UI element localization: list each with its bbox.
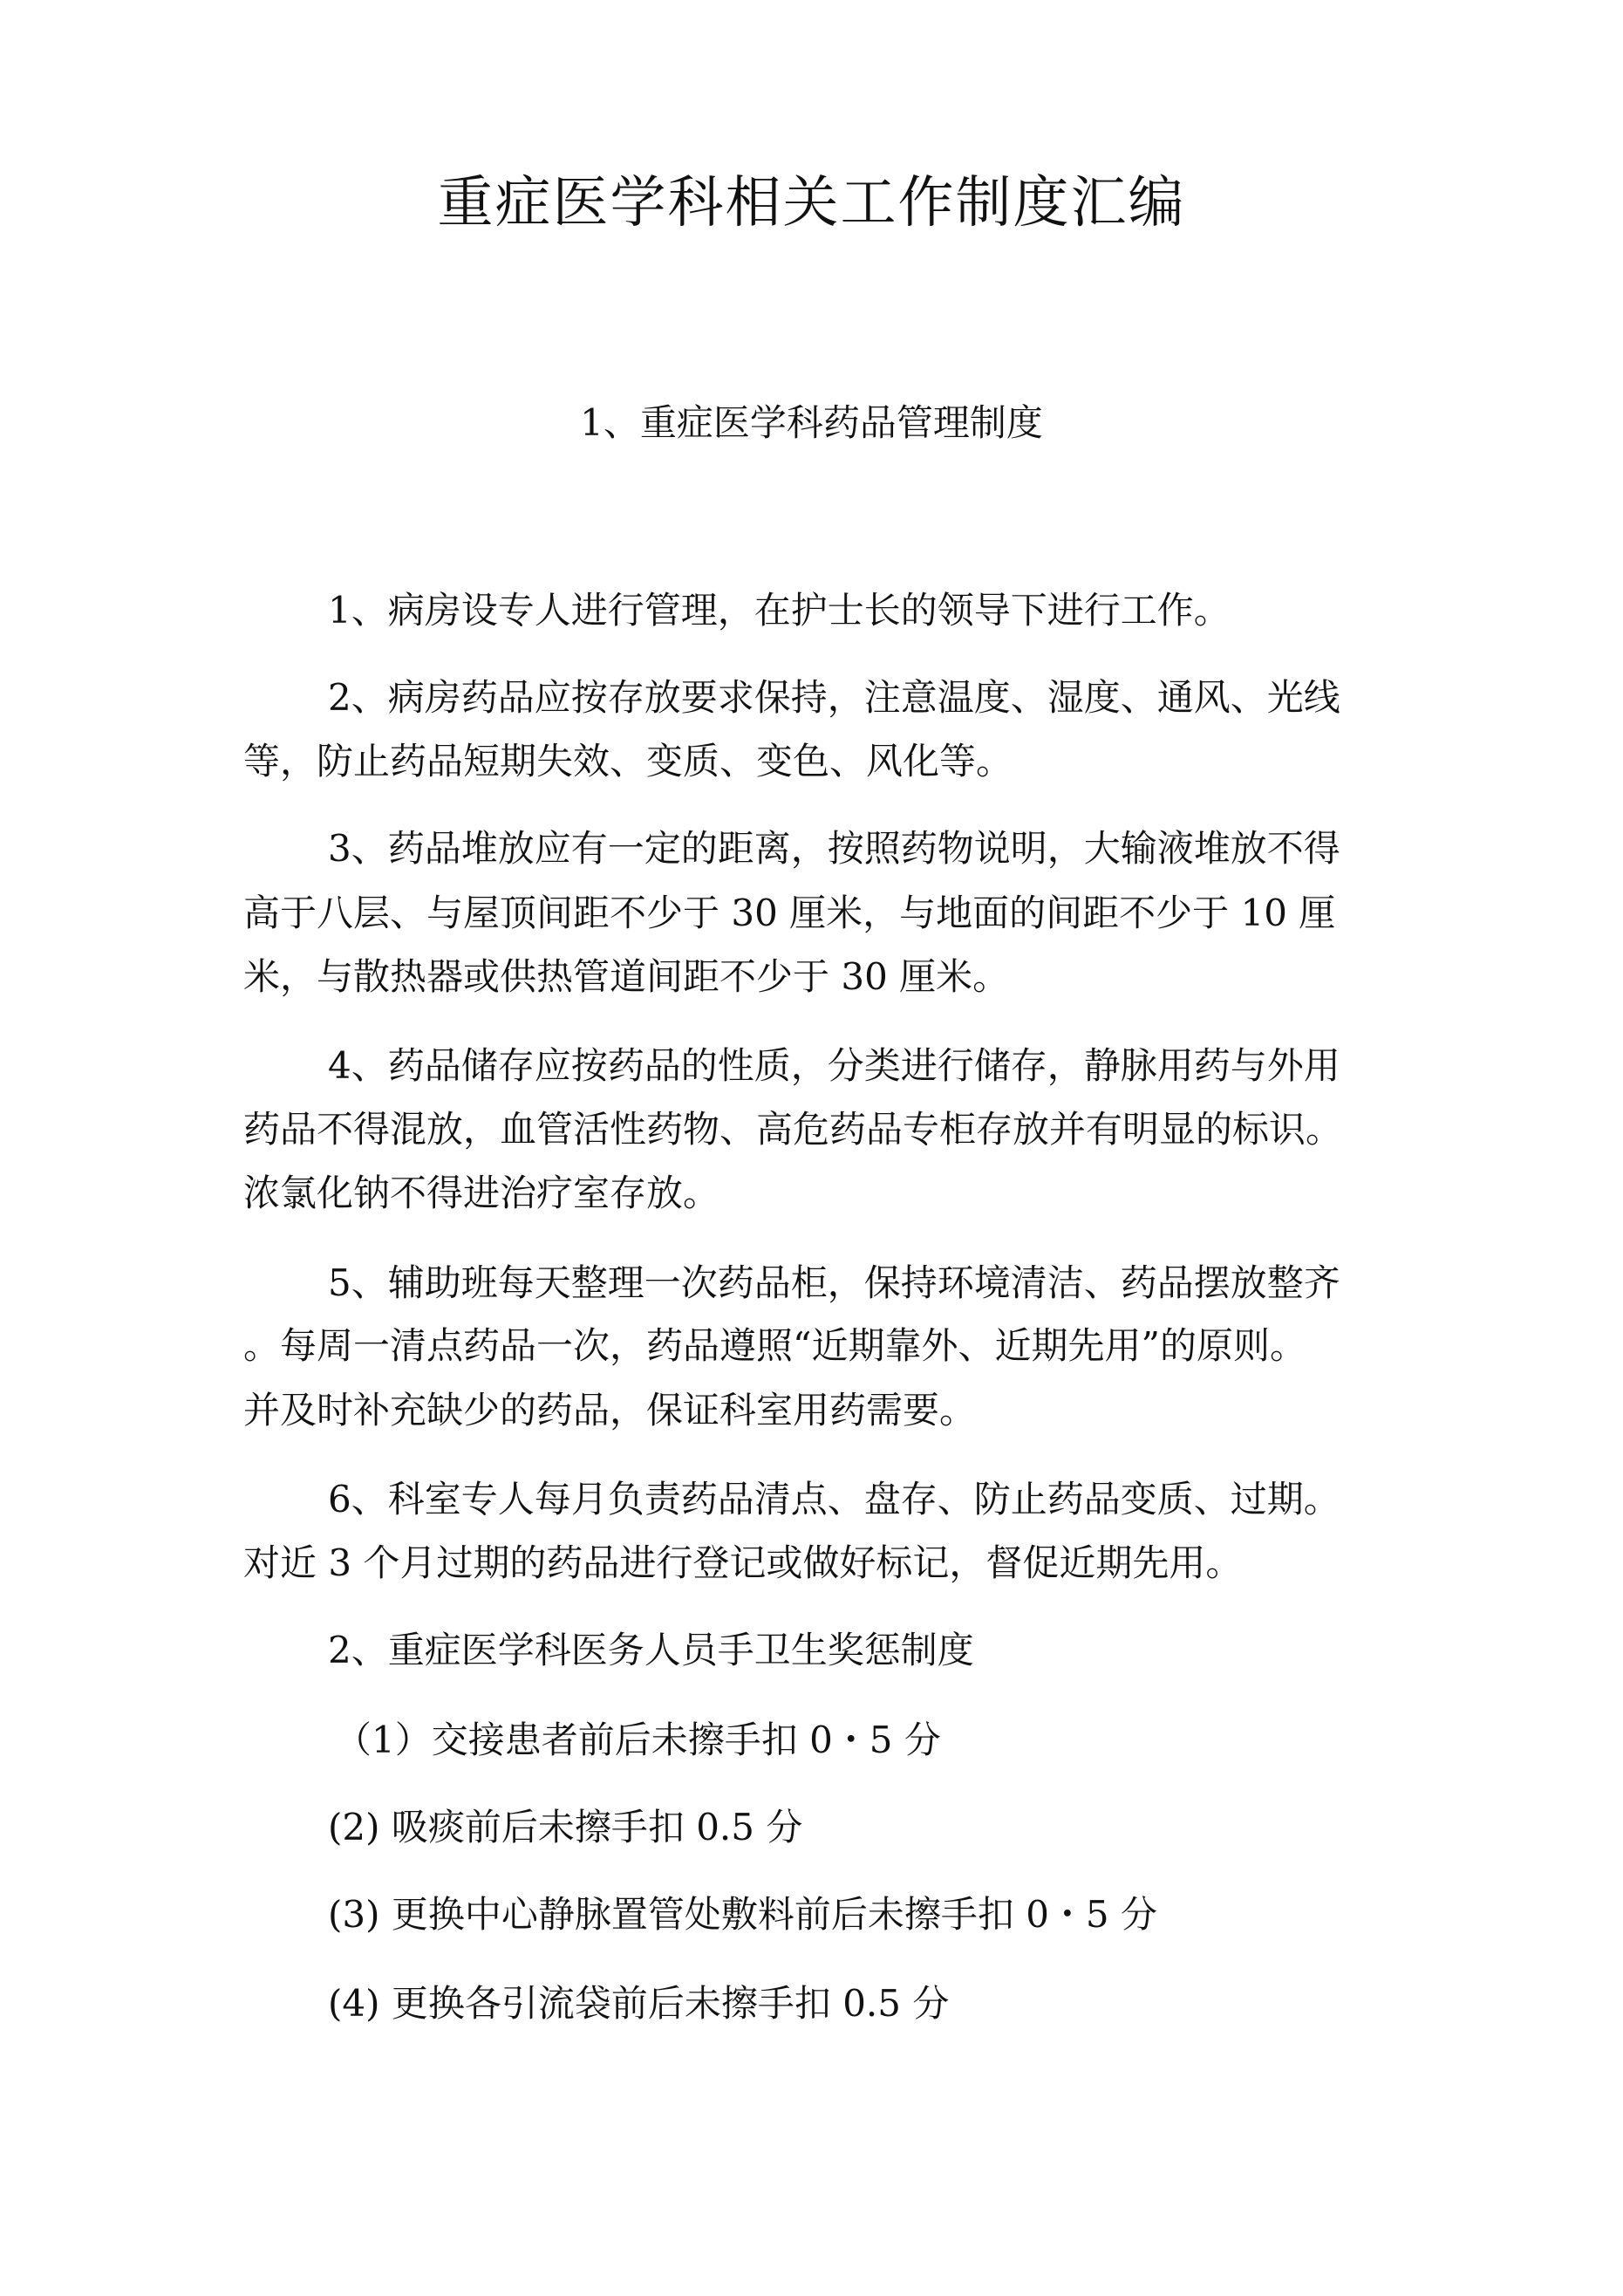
paragraph-line: 药品不得混放，血管活性药物、高危药品专柜存放并有明显的标识。 <box>243 1108 1343 1151</box>
document-title: 重症医学科相关工作制度汇编 <box>437 171 1186 236</box>
paragraph-line: 2、病房药品应按存放要求保持，注意温度、湿度、通风、光线 <box>328 676 1340 719</box>
list-item: (3) 更换中心静脉置管处敷料前后未擦手扣 0・5 分 <box>328 1893 1157 1936</box>
paragraph-line: 对近 3 个月过期的药品进行登记或做好标记，督促近期先用。 <box>243 1541 1243 1584</box>
section-heading-drug-management: 1、重症医学科药品管理制度 <box>580 401 1043 444</box>
paragraph-line: 高于八层、与屋顶间距不少于 30 厘米，与地面的间距不少于 10 厘 <box>243 892 1336 934</box>
paragraph-line: 6、科室专人每月负责药品清点、盘存、防止药品变质、过期。 <box>328 1478 1340 1520</box>
list-item: (2) 吸痰前后未擦手扣 0.5 分 <box>328 1806 803 1848</box>
paragraph-line: 等，防止药品短期失效、变质、变色、风化等。 <box>243 740 1013 782</box>
paragraph-line: 1、病房设专人进行管理，在护士长的领导下进行工作。 <box>328 589 1231 632</box>
paragraph-line: 并及时补充缺少的药品，保证科室用药需要。 <box>243 1389 977 1432</box>
paragraph-line: 浓氯化钠不得进治疗室存放。 <box>243 1172 720 1214</box>
paragraph-line: 5、辅助班每天整理一次药品柜，保持环境清洁、药品摆放整齐 <box>328 1261 1340 1304</box>
paragraph-line: 米，与散热器或供热管道间距不少于 30 厘米。 <box>243 955 1010 998</box>
paragraph-line: 3、药品堆放应有一定的距离，按照药物说明，大输液堆放不得 <box>328 827 1340 870</box>
section-heading-text: 2、重症医学科医务人员手卫生奖惩制度 <box>328 1629 974 1671</box>
list-item: (4) 更换各引流袋前后未擦手扣 0.5 分 <box>328 1982 950 2025</box>
paragraph-line: 。每周一清点药品一次，药品遵照“近期靠外、近期先用”的原则。 <box>243 1324 1306 1367</box>
paragraph-line: 4、药品储存应按药品的性质，分类进行储存，静脉用药与外用 <box>328 1044 1340 1087</box>
list-item: （1）交接患者前后未擦手扣 0・5 分 <box>335 1719 941 1761</box>
